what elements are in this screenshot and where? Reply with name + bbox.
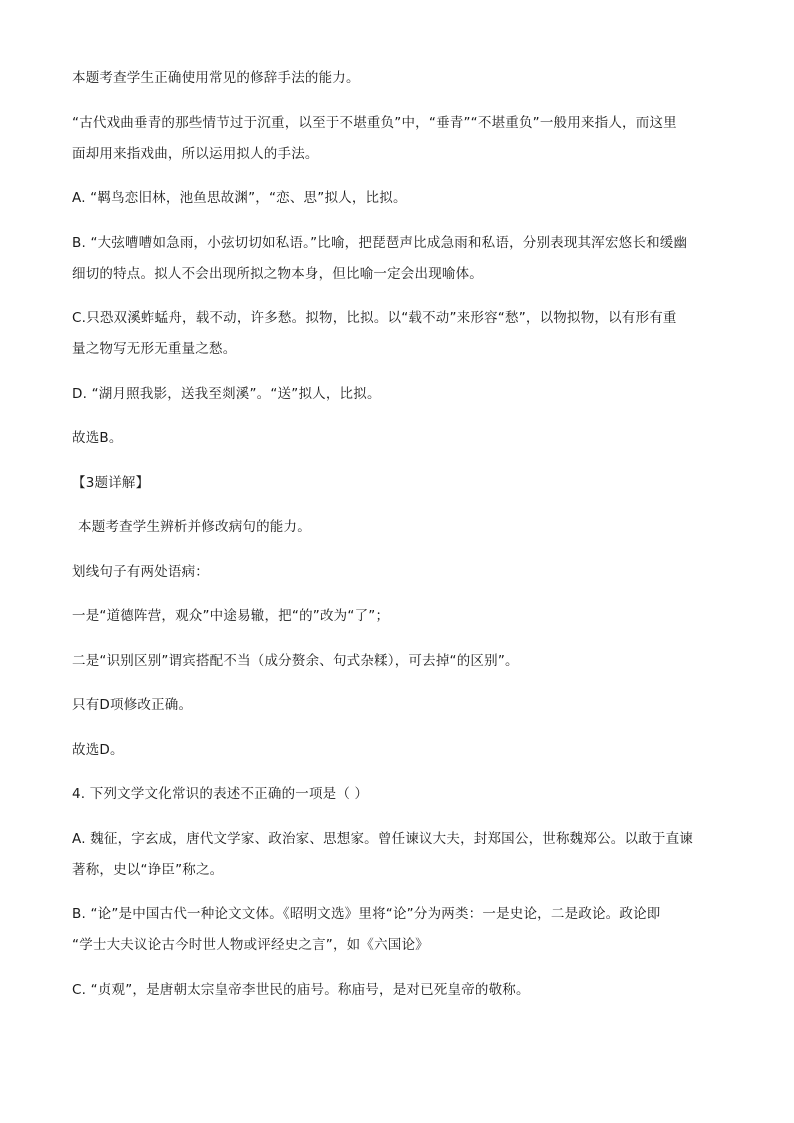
text-line: 故选D。 (72, 741, 124, 758)
question-4-option-b (72, 899, 727, 961)
paragraph-explanation (72, 108, 727, 170)
text-line: B. “大弦嘈嘈如急雨，小弦切切如私语。”比喻，把琵琶声比成急雨和私语，分别表现其浑宏悠长和缓幽 (72, 234, 688, 251)
question-4 (72, 779, 727, 810)
text-line: A. “羁鸟恋旧林，池鱼思故渊”，“恋、思”拟人，比拟。 (72, 190, 407, 206)
option-d-analysis (72, 379, 727, 410)
paragraph-intro-rhetoric (72, 63, 727, 94)
text-line: 二是“识别区别”谓宾搭配不当（成分赘余、句式杂糅），可去掉“的区别”。 (72, 652, 519, 669)
text-line: 4. 下列文学文化常识的表述不正确的一项是（ ） (72, 786, 369, 802)
error-one (72, 601, 727, 632)
answer-d (72, 735, 727, 766)
text-line: 划线句子有两处语病： (72, 563, 209, 580)
question-4-option-a (72, 824, 727, 886)
text-line: 细切的特点。拟人不会出现所拟之物本身，但比喻一定会出现喻体。 (72, 265, 483, 282)
document-page (72, 63, 727, 1019)
text-line: “学士大夫议论古今时世人物或评经史之言”，如《六国论》 (72, 937, 429, 953)
text-line: C. “贞观”，是唐朝太宗皇帝李世民的庙号。称庙号，是对已死皇帝的敬称。 (72, 981, 530, 998)
option-b-analysis (72, 228, 727, 290)
text-line: “古代戏曲垂青的那些情节过于沉重，以至于不堪重负”中，“垂青”“不堪重负”一般用来指人，而这里 (72, 114, 677, 131)
text-line: 本题考查学生辨析并修改病句的能力。 (78, 519, 311, 535)
text-line: 【3题详解】 (72, 474, 150, 491)
text-line: 故选B。 (72, 430, 123, 446)
text-line: A. 魏征，字玄成，唐代文学家、政治家、思想家。曾任谏议大夫，封郑国公，世称魏郑公。以敢于直谏 (72, 830, 693, 847)
text-line: 只有D项修改正确。 (72, 697, 193, 713)
option-c-analysis (72, 303, 727, 365)
text-line: 一是“道德阵营，观众”中途易辙，把“的”改为“了”； (72, 608, 390, 624)
paragraph-intro-sentence (72, 512, 727, 543)
text-line: D. “湖月照我影，送我至剡溪”。“送”拟人，比拟。 (72, 385, 381, 402)
option-a-analysis (72, 183, 727, 214)
section-heading-q3 (72, 468, 727, 499)
correct-option-note (72, 690, 727, 721)
answer-b (72, 423, 727, 454)
text-line: 量之物写无形无重量之愁。 (72, 341, 237, 357)
text-line: C.只恐双溪蚱蜢舟，载不动，许多愁。拟物，比拟。以“载不动”来形容“愁”，以物拟物，以有形有重 (72, 310, 677, 326)
text-line: 面却用来指戏曲，所以运用拟人的手法。 (72, 145, 319, 162)
paragraph-errors-intro (72, 557, 727, 588)
text-line: B. “论”是中国古代一种论文文体。《昭明文选》里将“论”分为两类：一是史论，二是政论。政论即 (72, 906, 661, 922)
error-two (72, 646, 727, 677)
text-line: 著称，史以“诤臣”称之。 (72, 861, 224, 878)
text-line: 本题考查学生正确使用常见的修辞手法的能力。 (72, 70, 360, 86)
question-4-option-c (72, 975, 727, 1006)
